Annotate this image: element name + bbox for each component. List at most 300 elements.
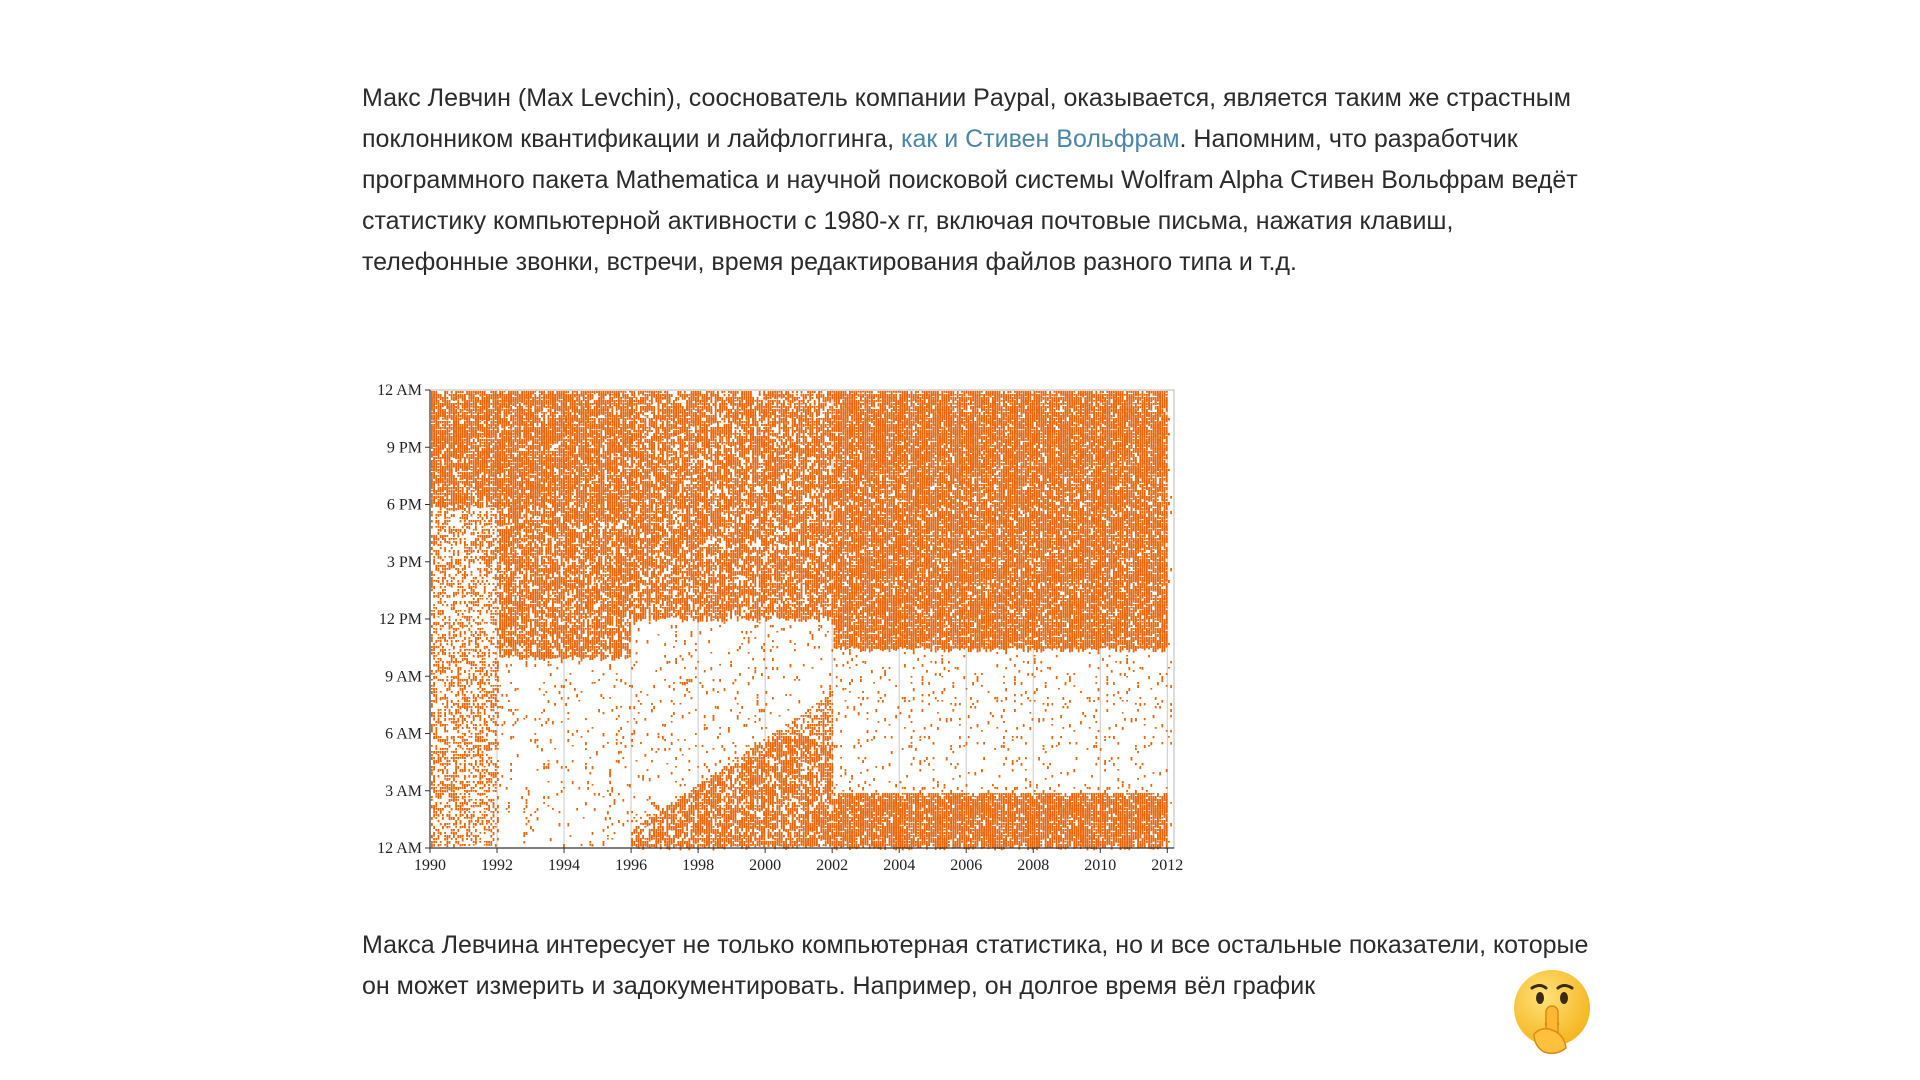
activity-mark: [440, 463, 442, 465]
activity-mark: [435, 787, 437, 789]
activity-mark: [464, 787, 466, 789]
activity-mark: [475, 643, 477, 645]
activity-mark: [451, 796, 453, 798]
activity-mark: [532, 463, 534, 465]
activity-mark: [455, 424, 457, 427]
activity-mark: [449, 760, 451, 762]
activity-mark: [495, 466, 497, 468]
activity-mark: [554, 442, 556, 444]
activity-mark: [490, 706, 492, 708]
activity-mark: [453, 736, 455, 739]
activity-mark: [532, 829, 534, 832]
activity-mark: [556, 547, 558, 549]
activity-mark: [464, 784, 466, 787]
activity-mark: [550, 508, 552, 511]
activity-mark: [440, 598, 442, 601]
activity-mark: [556, 478, 558, 482]
activity-mark: [528, 565, 530, 570]
activity-mark: [475, 409, 477, 412]
activity-mark: [431, 646, 433, 648]
activity-mark: [433, 718, 435, 720]
activity-mark: [506, 433, 508, 435]
activity-mark: [460, 667, 462, 670]
activity-mark: [519, 466, 521, 468]
activity-mark: [453, 718, 455, 721]
activity-mark: [541, 553, 543, 555]
activity-mark: [490, 691, 492, 693]
activity-mark: [508, 433, 510, 435]
activity-mark: [460, 826, 462, 828]
activity-mark: [460, 610, 462, 612]
activity-mark: [466, 511, 468, 513]
activity-mark: [438, 460, 440, 462]
activity-mark: [479, 832, 481, 834]
activity-mark: [453, 751, 455, 753]
activity-mark: [556, 553, 558, 556]
activity-mark: [550, 607, 552, 610]
activity-mark: [521, 466, 523, 468]
activity-mark: [537, 511, 539, 514]
activity-mark: [545, 562, 547, 564]
activity-mark: [471, 634, 473, 636]
activity-mark: [438, 556, 440, 559]
activity-mark: [473, 529, 475, 531]
activity-mark: [497, 613, 499, 615]
activity-mark: [519, 547, 521, 549]
activity-mark: [490, 670, 492, 672]
activity-mark: [468, 601, 470, 603]
activity-mark: [493, 814, 495, 817]
activity-mark: [435, 736, 437, 739]
activity-mark: [438, 565, 440, 567]
activity-mark: [462, 691, 464, 694]
activity-mark: [455, 724, 457, 726]
activity-mark: [556, 448, 558, 450]
activity-mark: [455, 412, 457, 414]
activity-mark: [431, 751, 433, 753]
activity-mark: [442, 793, 444, 795]
activity-mark: [495, 598, 497, 601]
activity-mark: [550, 610, 552, 612]
activity-mark: [451, 586, 453, 588]
activity-mark: [539, 394, 541, 397]
activity-mark: [479, 634, 481, 636]
activity-mark: [486, 829, 488, 831]
activity-mark: [471, 493, 473, 496]
activity-mark: [473, 391, 475, 394]
activity-mark: [473, 811, 475, 813]
activity-mark: [563, 469, 565, 474]
activity-mark: [548, 394, 550, 397]
activity-mark: [471, 547, 473, 550]
activity-mark: [561, 427, 563, 430]
activity-mark: [532, 601, 534, 603]
activity-mark: [468, 454, 470, 457]
activity-mark: [468, 610, 470, 613]
activity-mark: [468, 844, 470, 846]
activity-mark: [466, 550, 468, 553]
activity-mark: [493, 637, 495, 639]
activity-mark: [539, 499, 541, 501]
activity-mark: [464, 406, 466, 410]
activity-mark: [510, 412, 512, 414]
activity-mark: [517, 556, 519, 558]
activity-mark: [550, 487, 552, 490]
activity-mark: [460, 754, 462, 757]
activity-mark: [457, 754, 459, 756]
activity-mark: [471, 649, 473, 651]
activity-mark: [438, 433, 440, 435]
activity-mark: [453, 532, 455, 535]
activity-mark: [460, 688, 462, 691]
activity-mark: [449, 619, 451, 621]
activity-mark: [532, 538, 534, 541]
activity-mark: [479, 544, 481, 547]
activity-mark: [451, 514, 453, 517]
activity-mark: [462, 625, 464, 629]
activity-mark: [482, 490, 484, 496]
activity-mark: [543, 619, 545, 621]
activity-mark: [539, 604, 541, 609]
activity-mark: [473, 775, 475, 778]
activity-mark: [528, 619, 530, 622]
activity-mark: [438, 715, 440, 718]
activity-mark: [449, 685, 451, 688]
activity-mark: [552, 418, 554, 421]
activity-mark: [471, 436, 473, 439]
activity-mark: [515, 421, 517, 425]
activity-mark: [453, 832, 455, 835]
activity-mark: [488, 532, 490, 534]
activity-mark: [455, 772, 457, 774]
activity-mark: [495, 574, 497, 577]
activity-mark: [519, 610, 521, 612]
activity-mark: [479, 712, 481, 714]
activity-mark: [493, 532, 495, 535]
activity-mark: [548, 532, 550, 536]
activity-mark: [486, 622, 488, 624]
activity-mark: [473, 610, 475, 612]
activity-mark: [504, 568, 506, 570]
activity-mark: [453, 661, 455, 663]
activity-mark: [539, 565, 541, 567]
activity-mark: [431, 754, 433, 756]
activity-mark: [466, 832, 468, 835]
activity-mark: [526, 463, 528, 465]
activity-mark: [510, 400, 512, 405]
activity-mark: [486, 634, 488, 636]
activity-mark: [457, 742, 459, 744]
activity-mark: [552, 496, 554, 498]
activity-mark: [449, 712, 451, 715]
activity-mark: [462, 406, 464, 409]
activity-mark: [473, 841, 475, 843]
activity-mark: [433, 445, 435, 447]
activity-mark: [523, 538, 525, 541]
activity-mark: [477, 655, 479, 658]
activity-mark: [561, 511, 563, 513]
activity-mark: [486, 478, 488, 483]
activity-mark: [457, 661, 459, 663]
activity-mark: [501, 547, 503, 551]
activity-mark: [479, 805, 481, 807]
activity-mark: [457, 667, 459, 670]
activity-mark: [523, 457, 525, 460]
activity-mark: [446, 466, 448, 468]
activity-mark: [453, 715, 455, 718]
activity-mark: [471, 832, 473, 835]
activity-mark: [457, 817, 459, 820]
activity-mark: [495, 685, 497, 687]
activity-mark: [504, 721, 506, 724]
activity-mark: [473, 472, 475, 478]
activity-mark: [488, 556, 490, 559]
activity-mark: [488, 676, 490, 678]
activity-mark: [499, 571, 501, 573]
activity-mark: [484, 568, 486, 571]
activity-mark: [460, 682, 462, 684]
activity-mark: [488, 790, 490, 792]
activity-mark: [435, 403, 437, 405]
activity-mark: [561, 424, 563, 427]
activity-mark: [444, 739, 446, 742]
activity-mark: [455, 406, 457, 408]
activity-mark: [468, 652, 470, 654]
activity-mark: [446, 640, 448, 642]
activity-mark: [537, 517, 539, 519]
activity-mark: [523, 649, 525, 652]
activity-mark: [435, 733, 437, 736]
activity-mark: [451, 832, 453, 834]
activity-mark: [449, 562, 451, 565]
activity-mark: [543, 766, 545, 769]
activity-mark: [444, 787, 446, 789]
activity-mark: [517, 628, 519, 630]
activity-mark: [530, 406, 532, 409]
activity-mark: [453, 601, 455, 604]
activity-mark: [449, 526, 451, 529]
activity-mark: [462, 526, 464, 528]
activity-mark: [455, 481, 457, 486]
activity-mark: [431, 490, 433, 492]
activity-mark: [440, 610, 442, 612]
activity-mark: [537, 637, 539, 641]
activity-mark: [495, 550, 497, 552]
activity-mark: [506, 571, 508, 573]
activity-mark: [512, 415, 514, 418]
activity-mark: [497, 838, 499, 840]
activity-mark: [479, 697, 481, 699]
activity-mark: [468, 673, 470, 676]
activity-mark: [541, 637, 543, 642]
activity-mark: [493, 505, 495, 507]
activity-mark: [539, 400, 541, 406]
activity-mark: [453, 703, 455, 706]
activity-mark: [455, 709, 457, 712]
activity-mark: [438, 538, 440, 541]
activity-mark: [517, 586, 519, 588]
activity-mark: [537, 817, 539, 820]
activity-mark: [449, 688, 451, 691]
activity-mark: [462, 787, 464, 789]
activity-mark: [523, 424, 525, 427]
activity-mark: [539, 568, 541, 571]
activity-mark: [479, 523, 481, 525]
activity-mark: [464, 685, 466, 688]
activity-mark: [440, 793, 442, 796]
activity-mark: [556, 571, 558, 574]
activity-mark: [462, 808, 464, 811]
activity-mark: [440, 736, 442, 738]
activity-mark: [438, 808, 440, 811]
activity-mark: [543, 520, 545, 523]
activity-mark: [508, 505, 510, 507]
activity-mark: [504, 613, 506, 616]
activity-mark: [449, 667, 451, 670]
activity-mark: [462, 397, 464, 401]
activity-mark: [493, 475, 495, 477]
activity-mark: [495, 700, 497, 702]
activity-mark: [471, 814, 473, 817]
activity-mark: [477, 817, 479, 820]
activity-mark: [552, 598, 554, 601]
activity-mark: [460, 439, 462, 442]
activity-mark: [484, 802, 486, 805]
activity-mark: [493, 718, 495, 720]
activity-mark: [541, 391, 543, 395]
activity-mark: [451, 508, 453, 510]
activity-mark: [471, 712, 473, 715]
activity-mark: [435, 490, 437, 493]
wolfram-link[interactable]: как и Стивен Вольфрам: [901, 125, 1180, 153]
activity-mark: [446, 748, 448, 751]
activity-mark: [552, 517, 554, 521]
activity-mark: [460, 634, 462, 637]
activity-mark: [521, 655, 523, 660]
activity-mark: [433, 595, 435, 598]
activity-mark: [468, 823, 470, 826]
activity-mark: [466, 754, 468, 757]
activity-mark: [488, 808, 490, 811]
activity-mark: [497, 631, 499, 634]
activity-mark: [462, 715, 464, 718]
activity-mark: [482, 400, 484, 403]
activity-mark: [457, 592, 459, 594]
activity-mark: [523, 496, 525, 498]
activity-mark: [482, 469, 484, 472]
activity-mark: [471, 472, 473, 475]
activity-mark: [543, 802, 545, 804]
activity-mark: [488, 583, 490, 585]
activity-mark: [464, 589, 466, 591]
activity-mark: [493, 715, 495, 718]
activity-mark: [457, 610, 459, 612]
activity-mark: [501, 538, 503, 541]
activity-mark: [488, 787, 490, 790]
activity-mark: [497, 487, 499, 491]
activity-mark: [512, 430, 514, 433]
activity-mark: [512, 403, 514, 406]
activity-mark: [493, 433, 495, 436]
activity-mark: [471, 733, 473, 735]
activity-mark: [468, 763, 470, 765]
activity-mark: [471, 397, 473, 402]
activity-mark: [433, 541, 435, 544]
activity-mark: [539, 598, 541, 600]
activity-mark: [543, 694, 545, 696]
activity-mark: [526, 391, 528, 394]
activity-mark: [548, 718, 550, 721]
activity-mark: [510, 562, 512, 566]
activity-mark: [537, 616, 539, 618]
activity-mark: [464, 778, 466, 780]
activity-mark: [545, 412, 547, 414]
activity-mark: [475, 763, 477, 766]
activity-mark: [442, 397, 444, 400]
activity-mark: [477, 670, 479, 672]
activity-mark: [528, 529, 530, 533]
activity-mark: [495, 652, 497, 655]
activity-mark: [506, 604, 508, 609]
activity-mark: [497, 688, 499, 691]
activity-mark: [479, 622, 481, 625]
activity-mark: [444, 517, 446, 519]
activity-mark: [493, 631, 495, 633]
activity-mark: [482, 445, 484, 447]
activity-mark: [497, 466, 499, 469]
activity-mark: [515, 574, 517, 576]
activity-mark: [484, 559, 486, 562]
activity-mark: [466, 556, 468, 559]
activity-mark: [497, 565, 499, 568]
activity-mark: [468, 796, 470, 798]
activity-mark: [435, 727, 437, 730]
activity-mark: [464, 559, 466, 561]
activity-mark: [435, 517, 437, 519]
activity-mark: [510, 613, 512, 616]
activity-mark: [508, 577, 510, 580]
activity-mark: [548, 499, 550, 503]
activity-mark: [482, 595, 484, 597]
activity-mark: [455, 748, 457, 750]
activity-mark: [488, 604, 490, 607]
activity-mark: [501, 631, 503, 635]
activity-mark: [479, 598, 481, 600]
activity-mark: [497, 592, 499, 594]
activity-mark: [453, 778, 455, 781]
activity-mark: [488, 520, 490, 522]
activity-mark: [444, 685, 446, 687]
activity-mark: [521, 592, 523, 597]
activity-mark: [433, 715, 435, 718]
activity-mark: [444, 601, 446, 603]
activity-mark: [451, 829, 453, 832]
activity-mark: [506, 694, 508, 697]
activity-mark: [528, 397, 530, 400]
activity-mark: [477, 628, 479, 630]
activity-mark: [554, 439, 556, 441]
activity-mark: [506, 652, 508, 655]
activity-mark: [497, 760, 499, 762]
activity-mark: [464, 442, 466, 444]
activity-mark: [435, 730, 437, 733]
activity-mark: [435, 661, 437, 663]
activity-mark: [515, 631, 517, 633]
activity-mark: [517, 544, 519, 548]
activity-mark: [490, 709, 492, 711]
activity-mark: [466, 514, 468, 517]
activity-mark: [561, 766, 563, 769]
